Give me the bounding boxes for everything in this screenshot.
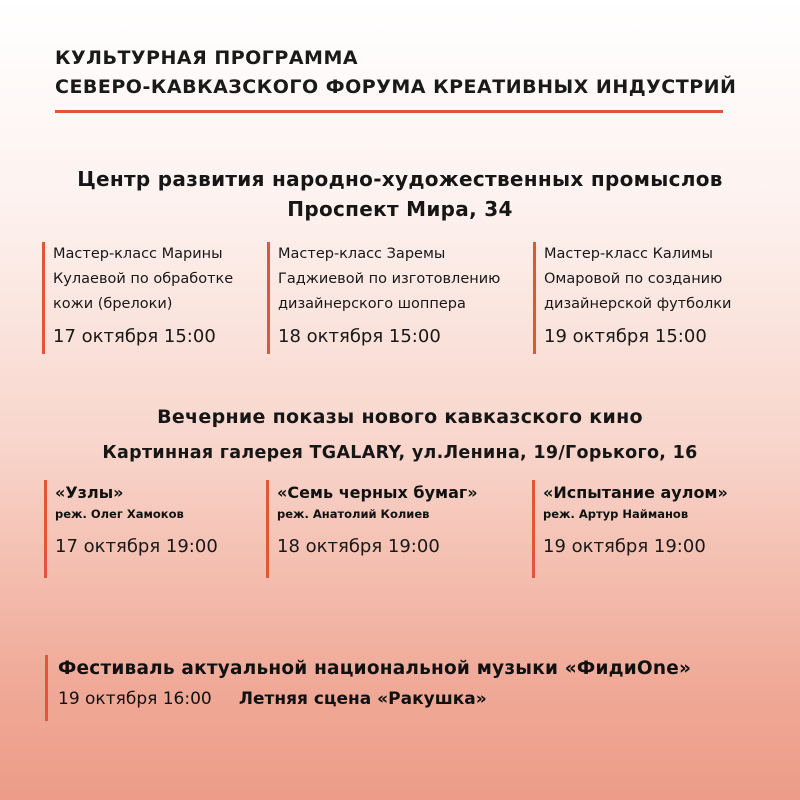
masterclass-desc-line: дизайнерского шоппера <box>278 296 466 312</box>
masterclass-card-2 <box>267 242 500 354</box>
masterclass-desc-line: Омаровой по созданию <box>544 271 723 287</box>
masterclass-date: 19 октября 15:00 <box>544 326 707 347</box>
festival-details <box>58 689 691 709</box>
masterclass-date: 17 октября 15:00 <box>53 326 216 347</box>
section2-title: Вечерние показы нового кавказского кино <box>157 406 643 428</box>
section1-title: Центр развития народно-художественных промыслов <box>77 167 723 191</box>
film-date: 18 октября 19:00 <box>277 536 440 557</box>
festival-title: Фестиваль актуальной национальной музыки «ФидиОne» <box>58 658 692 679</box>
masterclass-card-1 <box>42 242 233 354</box>
festival-place: Летняя сцена «Ракушка» <box>238 689 487 709</box>
header-line-2: СЕВЕРО-КАВКАЗСКОГО ФОРУМА КРЕАТИВНЫХ ИНДУСТРИЙ <box>55 76 737 98</box>
masterclass-desc-line: Гаджиевой по изготовлению <box>278 271 501 287</box>
film-title: «Семь черных бумаг» <box>277 483 478 502</box>
masterclass-desc-line: Мастер-класс Калимы <box>544 246 713 262</box>
film-director: реж. Анатолий Колиев <box>277 507 430 521</box>
film-date: 17 октября 19:00 <box>55 536 218 557</box>
film-card-2 <box>266 480 478 578</box>
masterclass-desc-line: Мастер-класс Заремы <box>278 246 446 262</box>
film-date: 19 октября 19:00 <box>543 536 706 557</box>
film-card-3 <box>532 480 728 578</box>
film-card-1 <box>44 480 218 578</box>
masterclass-desc-line: Мастер-класс Марины <box>53 246 223 262</box>
section1-address: Проспект Мира, 34 <box>287 197 513 221</box>
header-divider <box>55 110 723 113</box>
header <box>55 44 737 113</box>
film-director: реж. Артур Найманов <box>543 507 689 521</box>
masterclass-desc-line: дизайнерской футболки <box>544 296 732 312</box>
masterclass-date: 18 октября 15:00 <box>278 326 441 347</box>
film-director: реж. Олег Хамоков <box>55 507 184 521</box>
film-title: «Узлы» <box>55 483 124 502</box>
festival-date: 19 октября 16:00 <box>58 689 212 709</box>
masterclass-card-3 <box>533 242 731 354</box>
masterclass-desc-line: кожи (брелоки) <box>53 296 173 312</box>
festival-block <box>45 655 691 721</box>
header-line-1: КУЛЬТУРНАЯ ПРОГРАММА <box>55 47 359 69</box>
section2-address: Картинная галерея TGALARY, ул.Ленина, 19/Горького, 16 <box>102 443 698 463</box>
film-title: «Испытание аулом» <box>543 483 728 502</box>
masterclass-desc-line: Кулаевой по обработке <box>53 271 234 287</box>
